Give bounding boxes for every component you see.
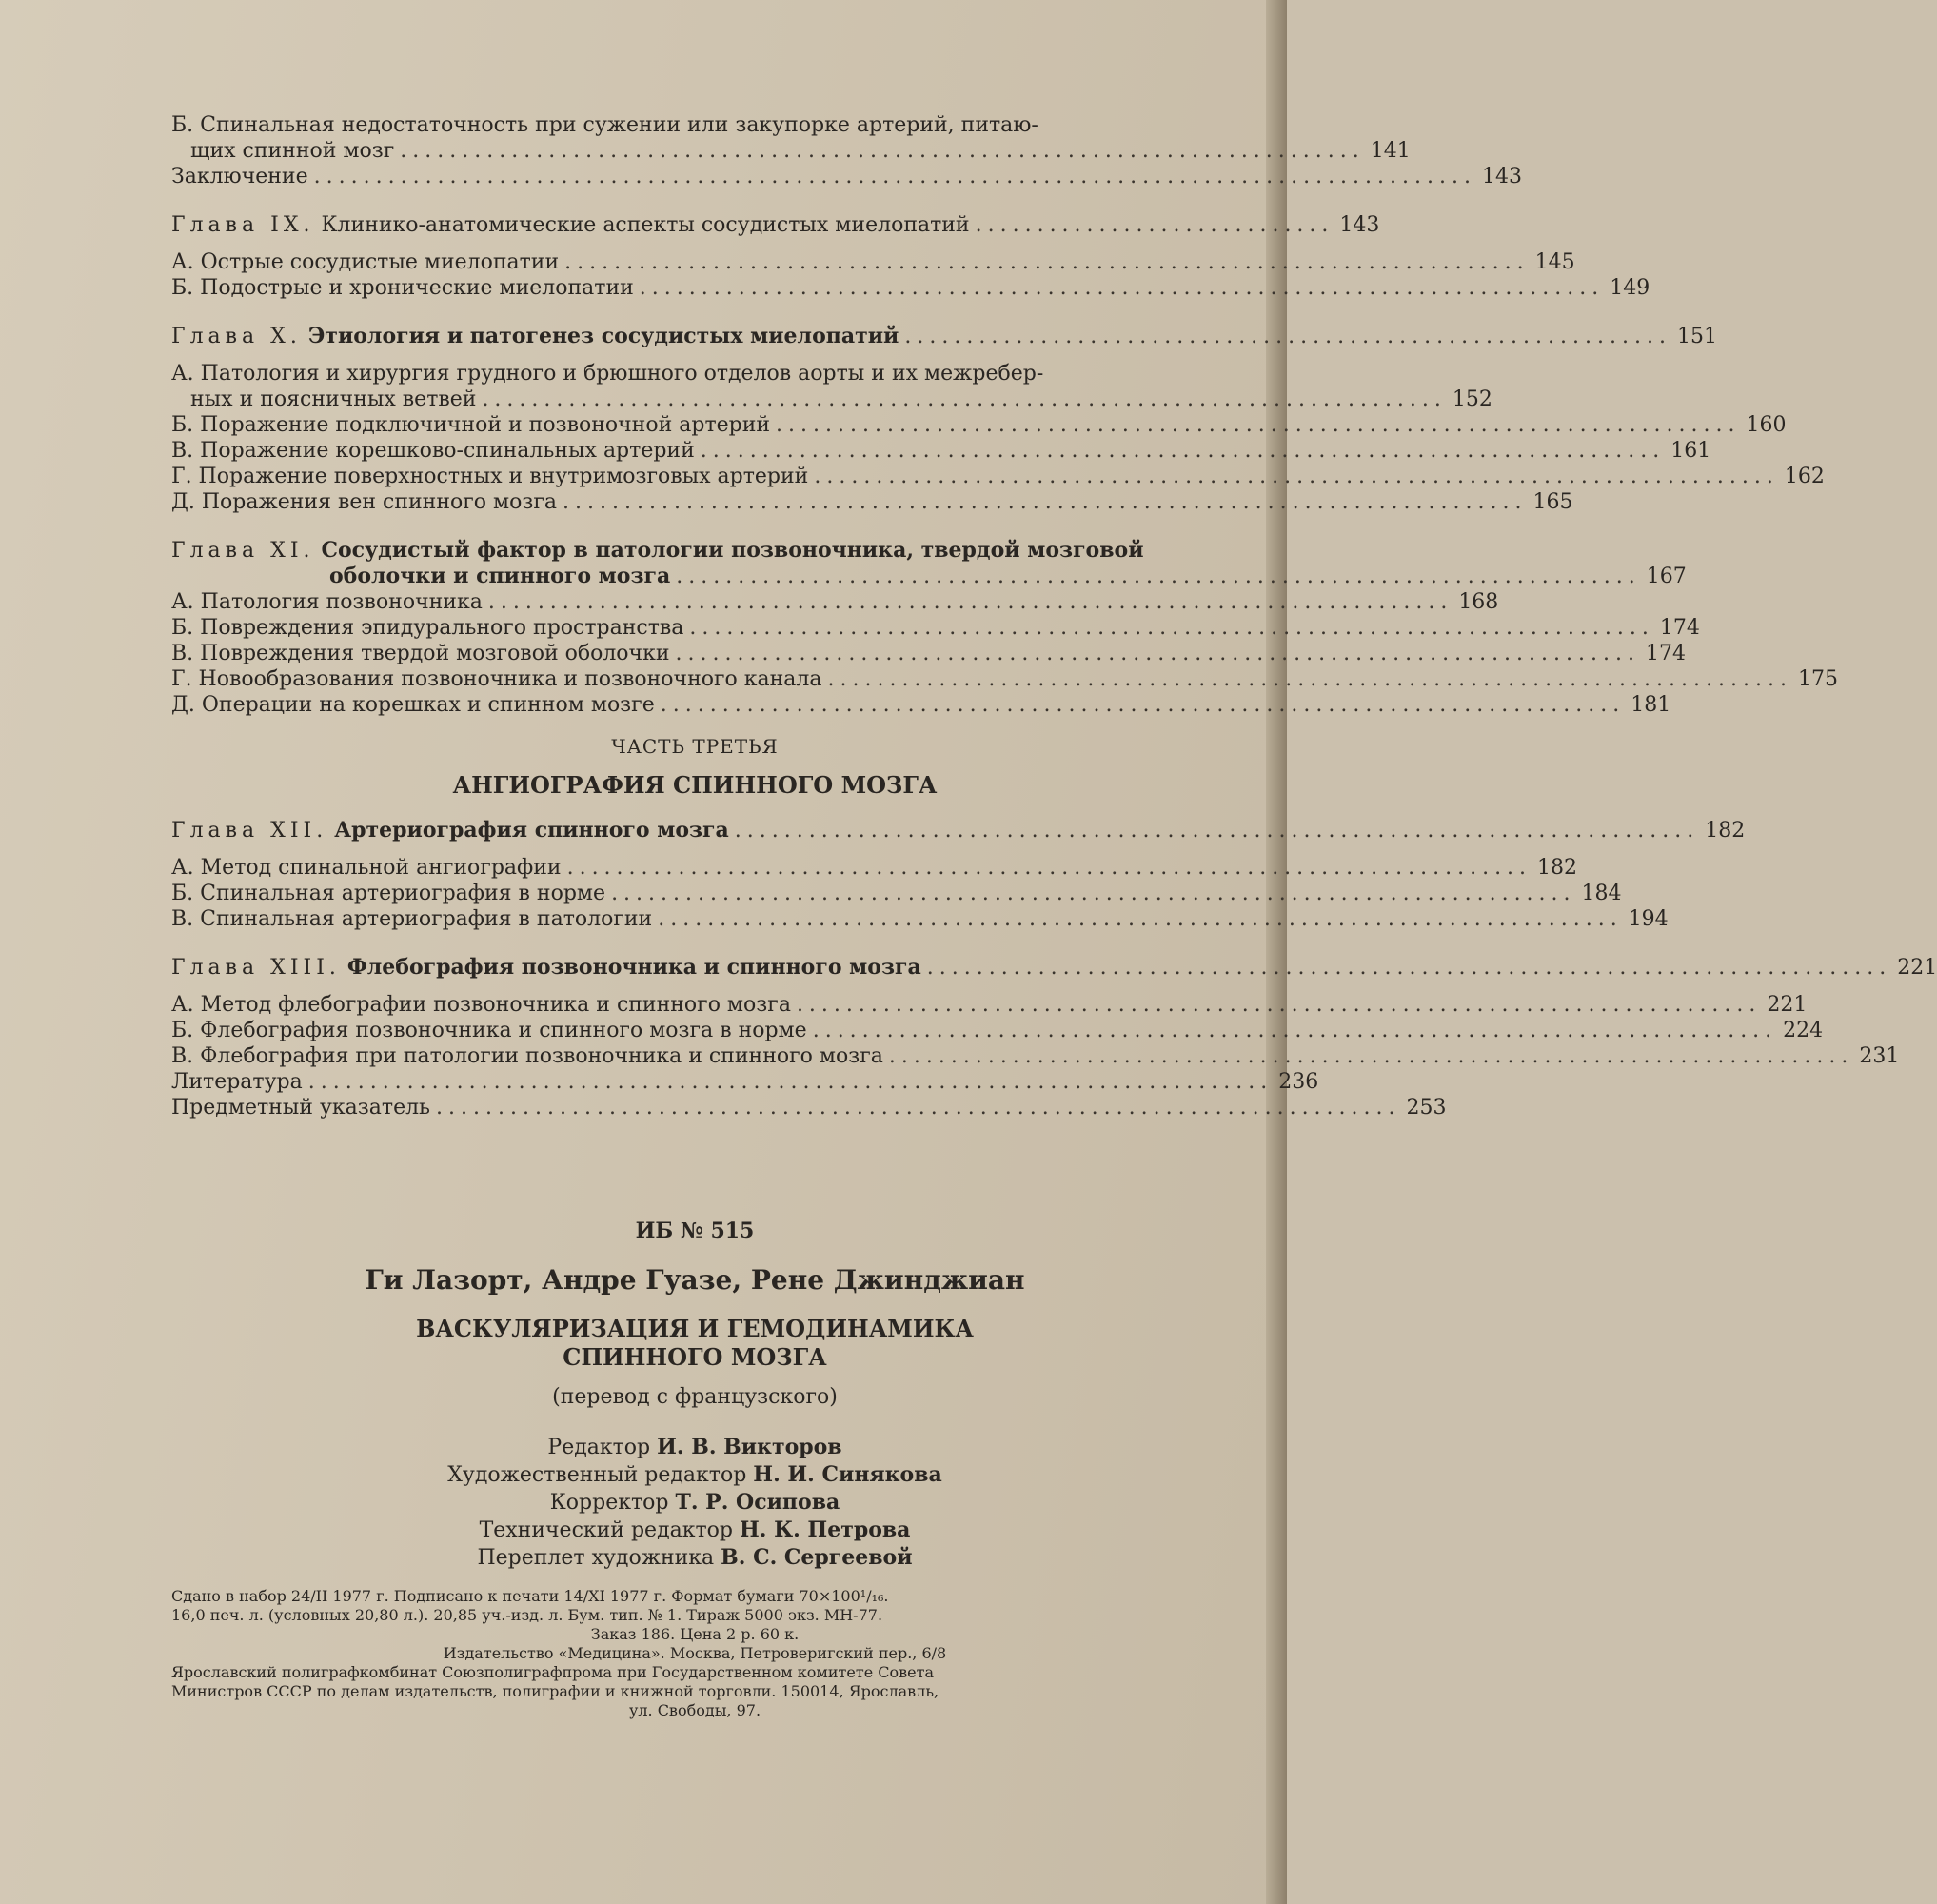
- credits: Редактор И. В. Викторов Художественный редактор Н. И. Синякова Корректор Т. Р. Осипова Технический редактор Н. К. Петрова Переплет художника В. С. Сергеевой: [447, 1435, 942, 1570]
- toc-entry: Литература .............................................................................. 236: [171, 1070, 1319, 1094]
- toc-entry: Б. Подострые и хронические миелопатии .............................................................................. 149: [171, 276, 1650, 300]
- toc-entry: А. Патология позвоночника .............................................................................. 168: [171, 590, 1499, 614]
- toc-entry: А. Метод спинальной ангиографии .............................................................................. 182: [171, 856, 1578, 880]
- translation-note: (перевод с французского): [552, 1385, 838, 1409]
- part-label: ЧАСТЬ ТРЕТЬЯ: [611, 735, 779, 758]
- toc-page-number: 141: [1370, 139, 1411, 163]
- chapter-heading: Глава XIII. Флебография позвоночника и спинного мозга .............................................................................. 221: [171, 955, 1937, 980]
- toc-entry: В. Поражение корешково-спинальных артерий .............................................................................. 161: [171, 439, 1711, 463]
- colophon: [171, 1219, 1218, 1720]
- book-title: ВАСКУЛЯРИЗАЦИЯ И ГЕМОДИНАМИКА СПИННОГО МОЗГА: [416, 1315, 974, 1371]
- toc-entry: Б. Флебография позвоночника и спинного мозга в норме .............................................................................. 224: [171, 1019, 1824, 1042]
- chapter-heading: Глава X. Этиология и патогенез сосудистых миелопатий .............................................................. 151: [171, 324, 1717, 348]
- toc-entry: Г. Новообразования позвоночника и позвоночного канала .............................................................................. 175: [171, 667, 1838, 691]
- toc-entry: Б. Спинальная недостаточность при сужении или закупорке артерий, питаю- щих спинной мозг .............................................................................. 141: [171, 113, 1411, 163]
- toc-entry-text: Заключение: [171, 165, 308, 188]
- publisher: Издательство «Медицина». Москва, Петроверигский пер., 6/8: [443, 1644, 947, 1662]
- toc-page-number: 143: [1339, 213, 1380, 237]
- toc-entry: А. Острые сосудистые миелопатии .............................................................................. 145: [171, 250, 1575, 274]
- toc-entry: Д. Поражения вен спинного мозга .............................................................................. 165: [171, 490, 1573, 514]
- toc-entry: В. Повреждения твердой мозговой оболочки .............................................................................. 174: [171, 642, 1686, 665]
- ib-number: ИБ № 515: [635, 1219, 755, 1243]
- toc-entry: В. Спинальная артериография в патологии .............................................................................. 194: [171, 907, 1669, 931]
- toc-entry: Предметный указатель .............................................................................. 253: [171, 1096, 1447, 1120]
- chapter-heading: Глава XII. Артериография спинного мозга .............................................................................. 182: [171, 818, 1746, 843]
- toc-entry: Д. Операции на корешках и спинном мозге .............................................................................. 181: [171, 693, 1671, 717]
- toc-entry: Заключение .............................................................................................. 143: [171, 165, 1522, 188]
- toc-entry-text: щих спинной мозг: [190, 139, 395, 163]
- toc-entry: Г. Поражение поверхностных и внутримозговых артерий .............................................................................. 162: [171, 465, 1825, 488]
- toc-entry: А. Метод флебографии позвоночника и спинного мозга .............................................................................. 221: [171, 993, 1808, 1017]
- authors: Ги Лазорт, Андре Гуазе, Рене Джинджиан: [365, 1264, 1025, 1296]
- toc-entry: В. Флебография при патологии позвоночника и спинного мозга .............................................................................. 231: [171, 1044, 1900, 1068]
- toc-entry: Б. Повреждения эпидурального пространства .............................................................................. 174: [171, 616, 1700, 640]
- part-title: АНГИОГРАФИЯ СПИННОГО МОЗГА: [452, 771, 938, 799]
- toc-entry: А. Патология и хирургия грудного и брюшного отделов аорты и их межребер- ных и поясничных ветвей .............................................................................. 152: [171, 362, 1492, 411]
- toc-page-number: 143: [1481, 165, 1522, 188]
- toc-entry: Б. Спинальная артериография в норме .............................................................................. 184: [171, 882, 1622, 905]
- toc-entry: Б. Поражение подключичной и позвоночной артерий .............................................................................. 160: [171, 413, 1787, 437]
- table-of-contents: [171, 112, 1937, 1121]
- chapter-heading: Глава XI. Сосудистый фактор в патологии позвоночника, твердой мозговой оболочки и спинного мозга .............................................................................. 167: [171, 538, 1687, 588]
- imprint: Сдано в набор 24/II 1977 г. Подписано к печати 14/XI 1977 г. Формат бумаги 70×100¹/₁₆. 16,0 печ. л. (условных 20,80 л.). 20,85 уч.-изд. л. Бум. тип. № 1. Тираж 5000 экз. МН-77. Заказ 186. Цена 2 р. 60 к. Издательство «Медицина». Москва, Петроверигский пер., 6/8 Ярославский полиграфкомбинат Союзполиграфпрома при Государственном комитете Совета Министров СССР по делам издательств, полиграфии и книжной торговли. 150014, Ярославль, ул. Свободы, 97.: [171, 1587, 1218, 1720]
- chapter-heading: Глава IX. Клинико-анатомические аспекты сосудистых миелопатий ............................. 143: [171, 213, 1380, 237]
